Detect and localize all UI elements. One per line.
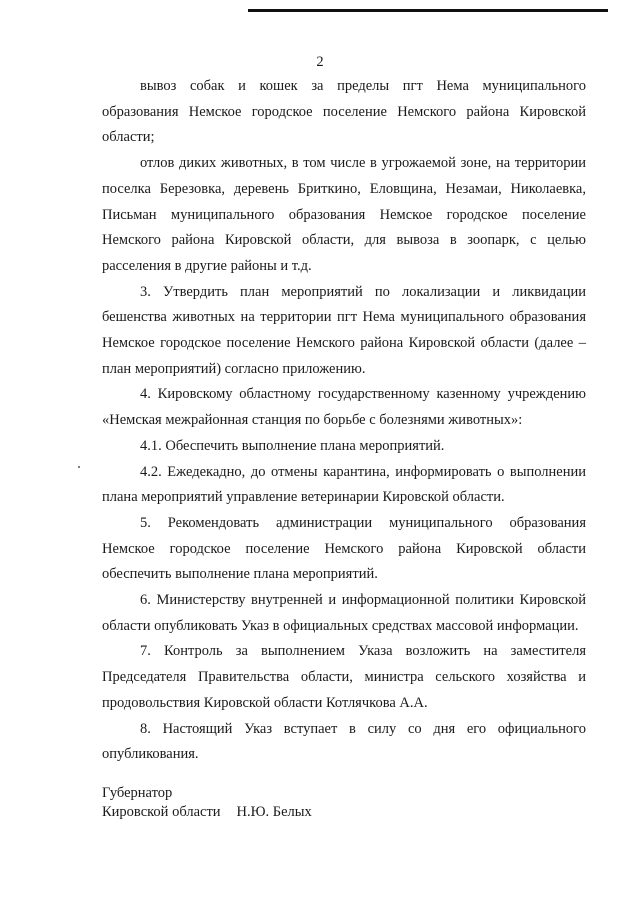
scan-speck: [78, 466, 80, 468]
paragraph: вывоз собак и кошек за пределы пгт Нема муниципального образования Немское городское поселение Немского района Кировской области;: [102, 78, 586, 146]
paragraph: 6. Министерству внутренней и информационной политики Кировской области опубликовать Указ в официальных средствах массовой информации.: [102, 592, 586, 634]
top-rule: [248, 9, 608, 12]
signatory-region: Кировской области: [102, 804, 221, 820]
signatory-name: Н.Ю. Белых: [236, 804, 312, 820]
signature-block: [102, 784, 312, 822]
paragraph: 5. Рекомендовать администрации муниципального образования Немское городское поселение Немского района Кировской области обеспечить выполнение плана мероприятий.: [102, 514, 586, 583]
paragraph: 7. Контроль за выполнением Указа возложить на заместителя Председателя Правительства области, министра сельского хозяйства и продовольствия Кировской области Котлячкова А.А.: [102, 643, 586, 711]
paragraph: 3. Утвердить план мероприятий по локализации и ликвидации бешенства животных на территории пгт Нема муниципального образования Немское городское поселение Немского района Кировской области (далее – план мероприятий) согласно приложению.: [102, 283, 586, 377]
page-number: 2: [316, 54, 324, 70]
paragraph: 4.2. Ежедекадно, до отмены карантина, информировать о выполнении плана мероприятий управление ветеринарии Кировской области.: [102, 463, 586, 506]
document-body: [102, 74, 586, 768]
paragraph: 8. Настоящий Указ вступает в силу со дня его официального опубликования.: [102, 720, 586, 763]
paragraph: 4.1. Обеспечить выполнение плана мероприятий.: [140, 437, 445, 454]
signatory-title: Губернатор: [102, 785, 173, 801]
paragraph: отлов диких животных, в том числе в угрожаемой зоне, на территории поселка Березовка, деревень Бриткино, Еловщина, Незамаи, Николаевка, Письман муниципального образования Немское городское поселение Немского района Кировской области, для вывоза в зоопарк, с целью расселения в другие районы и т.д.: [102, 155, 586, 274]
paragraph: 4. Кировскому областному государственному казенному учреждению «Немская межрайонная станция по борьбе с болезнями животных»:: [102, 386, 586, 429]
